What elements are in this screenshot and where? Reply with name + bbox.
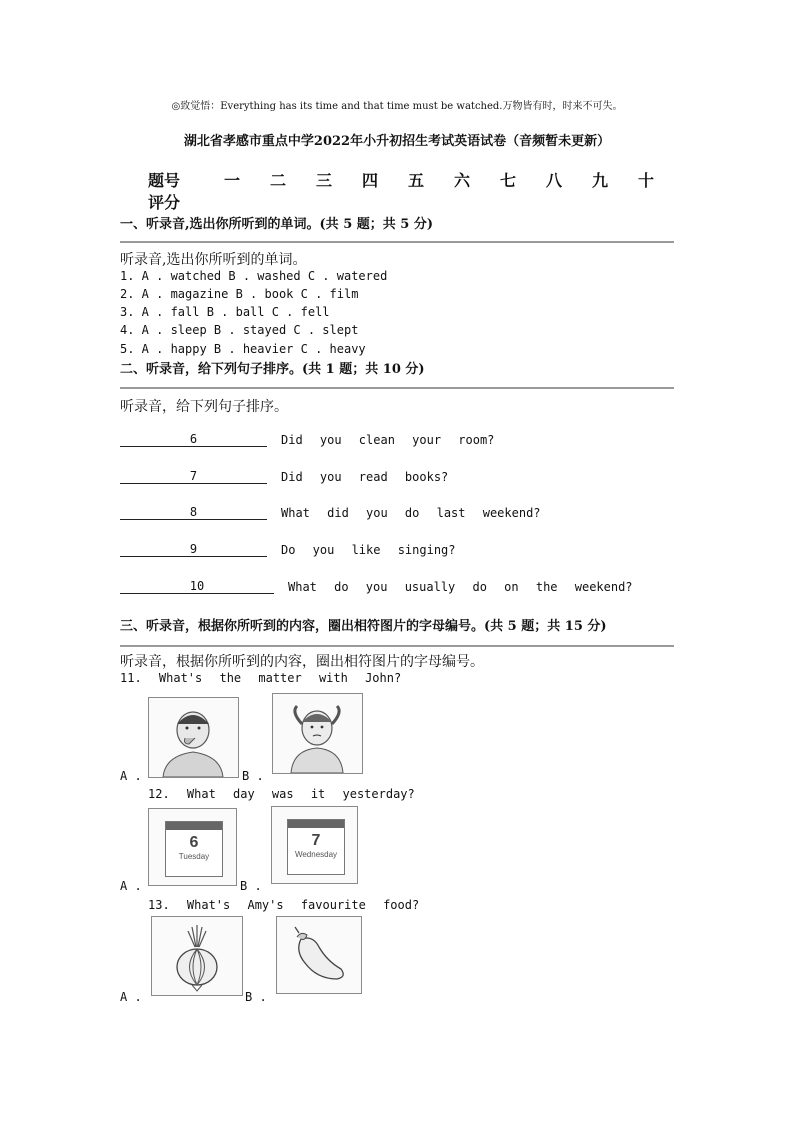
section2-divider: [120, 387, 674, 389]
score-col-1: 一: [224, 171, 241, 190]
order-sentence-8: What did you do last weekend?: [281, 506, 541, 520]
score-label-number: 题号: [148, 171, 181, 190]
calendar-b-day: Wednesday: [294, 850, 338, 859]
onion-picture[interactable]: [151, 916, 243, 996]
calendar-a-day: Tuesday: [178, 852, 210, 861]
order-blank-9[interactable]: 9: [120, 542, 267, 557]
boy-headache-picture[interactable]: [272, 693, 363, 774]
boy-holding-nose-icon: [149, 698, 238, 777]
section1-item-3: 3. A . fall B . ball C . fell: [120, 305, 330, 319]
section1-item-1: 1. A . watched B . washed C . watered: [120, 269, 388, 283]
q12-option-a[interactable]: A .: [120, 879, 142, 893]
order-sentence-7: Did you read books?: [281, 470, 449, 484]
calendar-b-number: 7: [311, 832, 321, 849]
question-11: 11. What's the matter with John?: [120, 671, 402, 685]
order-sentence-6: Did you clean your room?: [281, 433, 495, 447]
calendar-icon: [165, 821, 223, 877]
score-table-header: [148, 168, 668, 192]
q13-option-a[interactable]: A .: [120, 990, 142, 1004]
section3-heading: 三、听录音，根据你所听到的内容，圈出相符图片的字母编号。(共 5 题；共 15 分): [120, 619, 607, 634]
eggplant-icon: [277, 917, 361, 993]
section1-heading: 一、听录音,选出你所听到的单词。(共 5 题；共 5 分): [120, 217, 434, 232]
score-col-2: 二: [270, 171, 287, 190]
motto-line: ◎致觉悟：Everything has its time and that time must be watched.万物皆有时，时来不可失。: [171, 101, 623, 112]
question-12: 12. What day was it yesterday?: [148, 787, 415, 801]
section1-instruction: 听录音,选出你所听到的单词。: [120, 252, 307, 268]
section3-divider: [120, 645, 674, 647]
calendar-a-number: 6: [189, 834, 199, 851]
order-blank-7[interactable]: 7: [120, 469, 267, 484]
q12-option-b[interactable]: B .: [240, 879, 262, 893]
onion-icon: [152, 917, 242, 995]
score-label-score: 评分: [148, 193, 181, 212]
order-blank-10[interactable]: 10: [120, 579, 274, 594]
section3-instruction: 听录音，根据你所听到的内容，圈出相符图片的字母编号。: [120, 654, 484, 670]
section1-item-4: 4. A . sleep B . stayed C . slept: [120, 323, 359, 337]
eggplant-picture[interactable]: [276, 916, 362, 994]
boy-holding-head-icon: [273, 694, 362, 773]
score-col-6: 六: [454, 171, 471, 190]
order-sentence-9: Do you like singing?: [281, 543, 456, 557]
calendar-wednesday-picture[interactable]: [271, 806, 358, 884]
calendar-tuesday-picture[interactable]: [148, 808, 237, 886]
order-sentence-10: What do you usually do on the weekend?: [288, 580, 633, 594]
section1-item-2: 2. A . magazine B . book C . film: [120, 287, 359, 301]
question-13: 13. What's Amy's favourite food?: [148, 898, 420, 912]
score-col-3: 三: [316, 171, 333, 190]
calendar-icon: [287, 819, 345, 875]
q11-option-a[interactable]: A .: [120, 769, 142, 783]
q13-option-b[interactable]: B .: [245, 990, 267, 1004]
exam-title: 湖北省孝感市重点中学2022年小升初招生考试英语试卷（音频暂未更新）: [183, 134, 611, 149]
section2-heading: 二、听录音，给下列句子排序。(共 1 题；共 10 分): [120, 362, 425, 377]
q11-option-b[interactable]: B .: [242, 769, 264, 783]
score-col-5: 五: [408, 171, 425, 190]
score-col-9: 九: [592, 171, 609, 190]
score-col-7: 七: [500, 171, 517, 190]
score-col-4: 四: [362, 171, 379, 190]
boy-nosebleed-picture[interactable]: [148, 697, 239, 778]
order-blank-8[interactable]: 8: [120, 505, 267, 520]
order-blank-6[interactable]: 6: [120, 432, 267, 447]
section1-divider: [120, 241, 674, 243]
score-col-10: 十: [638, 171, 655, 190]
score-col-8: 八: [546, 171, 563, 190]
section2-instruction: 听录音，给下列句子排序。: [120, 399, 288, 415]
section1-item-5: 5. A . happy B . heavier C . heavy: [120, 342, 366, 356]
